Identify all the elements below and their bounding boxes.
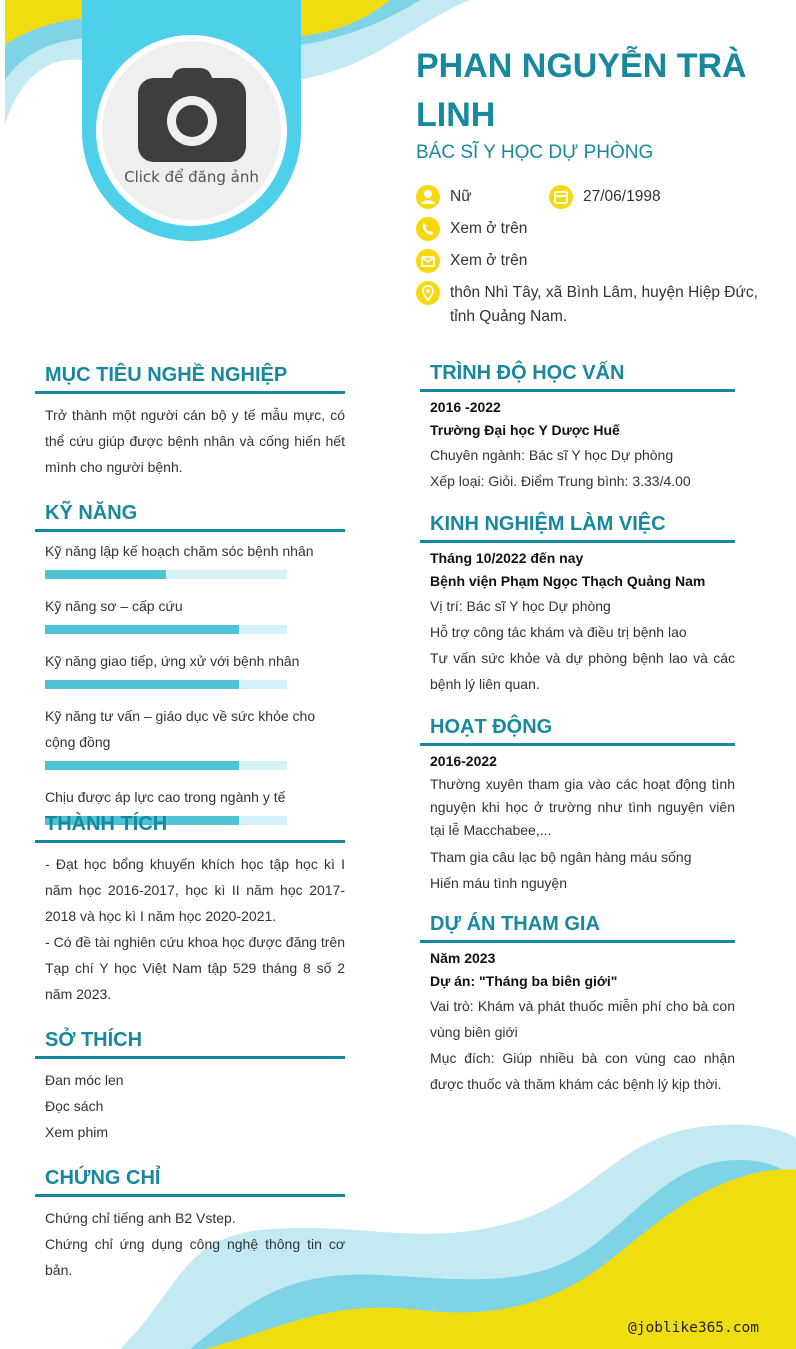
activities-section	[420, 714, 735, 896]
skill-name: Kỹ năng giao tiếp, ứng xử với bệnh nhân	[45, 653, 300, 669]
awards-list	[35, 843, 345, 1007]
skill-level-bar	[45, 625, 287, 634]
experience-org: Bệnh viện Phạm Ngọc Thạch Quảng Nam	[430, 573, 706, 589]
activities-period: 2016-2022	[430, 753, 497, 769]
objective-section	[35, 362, 345, 480]
hobby-item: Xem phim	[45, 1124, 109, 1140]
projects-title: DỰ ÁN THAM GIA	[420, 911, 735, 943]
user-icon	[416, 185, 440, 209]
email-value: Xem ở trên	[450, 252, 528, 269]
skill-name: Kỹ năng sơ – cấp cứu	[45, 598, 183, 614]
education-period: 2016 -2022	[430, 399, 501, 415]
objective-title: MỤC TIÊU NGHỀ NGHIỆP	[35, 362, 345, 394]
phone-value: Xem ở trên	[450, 220, 528, 237]
project-name: Dự án: "Tháng ba biên giới"	[430, 973, 618, 989]
experience-body	[420, 543, 735, 697]
hobbies-section	[35, 1027, 345, 1145]
location-pin-icon	[416, 281, 440, 305]
skills-title: KỸ NĂNG	[35, 500, 345, 532]
activity-item: Tham gia câu lạc bộ ngân hàng máu sống	[430, 849, 692, 865]
education-school: Trường Đại học Y Dược Huế	[430, 422, 620, 438]
skill-level-bar	[45, 680, 287, 689]
phone-icon	[416, 217, 440, 241]
education-grade: Xếp loại: Giỏi. Điểm Trung bình: 3.33/4.00	[430, 473, 691, 489]
projects-body	[420, 943, 735, 1097]
certificates-list	[35, 1197, 345, 1283]
dob-value: 27/06/1998	[583, 188, 661, 205]
email-row	[416, 249, 527, 273]
hobbies-title: SỞ THÍCH	[35, 1027, 345, 1059]
projects-section	[420, 911, 735, 1097]
education-major: Chuyên ngành: Bác sĩ Y học Dự phòng	[430, 447, 674, 463]
project-item: Vai trò: Khám và phát thuốc miễn phí cho bà con vùng biên giới	[430, 998, 735, 1040]
skill-name: Kỹ năng tư vấn – giáo dục về sức khỏe cho cộng đồng	[45, 708, 316, 750]
skill-name: Kỹ năng lập kế hoạch chăm sóc bệnh nhân	[45, 543, 314, 559]
project-item: Mục đích: Giúp nhiều bà con vùng cao nhận được thuốc và thăm khám các bệnh lý kịp thời.	[430, 1050, 735, 1092]
award-item: - Đạt học bổng khuyến khích học tập học kì I năm học 2016-2017, học kì II năm học 2017-2018 và học kì I năm học 2020-2021.	[45, 856, 345, 924]
experience-title: KINH NGHIỆM LÀM VIỆC	[420, 511, 735, 543]
footer-website[interactable]: @joblike365.com	[628, 1320, 759, 1336]
experience-section	[420, 511, 735, 697]
activity-item: Thường xuyên tham gia vào các hoạt động tình nguyện khi học ở trường như tình nguyện viên tại lễ Macchabee,...	[430, 776, 735, 838]
dob-row	[549, 185, 661, 209]
address-row	[416, 281, 766, 329]
gender-row	[416, 185, 472, 209]
education-body	[420, 392, 735, 494]
photo-caption: Click để đăng ảnh	[124, 168, 259, 186]
activities-body	[420, 746, 735, 896]
education-section	[420, 360, 735, 494]
objective-text: Trở thành một người cán bộ y tế mẫu mực, có thể cứu giúp được bệnh nhân và cống hiến hết mình cho người bệnh.	[45, 407, 345, 475]
skill-level-bar	[45, 570, 287, 579]
project-period: Năm 2023	[430, 950, 496, 966]
skill-level-fill	[45, 570, 166, 579]
skills-list	[35, 532, 345, 825]
activity-item: Hiến máu tình nguyện	[430, 875, 567, 891]
photo-upload[interactable]	[102, 41, 281, 220]
experience-item: Vị trí: Bác sĩ Y học Dự phòng	[430, 598, 611, 614]
activities-title: HOẠT ĐỘNG	[420, 714, 735, 746]
skills-section	[35, 500, 345, 825]
certificates-section	[35, 1165, 345, 1283]
camera-icon	[138, 68, 246, 162]
experience-item: Tư vấn sức khỏe và dự phòng bệnh lao và các bệnh lý liên quan.	[430, 650, 735, 692]
experience-item: Hỗ trợ công tác khám và điều trị bệnh lao	[430, 624, 687, 640]
certificates-title: CHỨNG CHỈ	[35, 1165, 345, 1197]
skill-level-fill	[45, 761, 239, 770]
awards-section	[35, 811, 345, 1007]
awards-title: THÀNH TÍCH	[35, 811, 345, 843]
candidate-name: PHAN NGUYỄN TRÀ LINH	[416, 47, 747, 134]
job-title: BÁC SĨ Y HỌC DỰ PHÒNG	[416, 142, 654, 163]
skill-level-bar	[45, 761, 287, 770]
education-title: TRÌNH ĐỘ HỌC VẤN	[420, 360, 735, 392]
skill-level-fill	[45, 625, 239, 634]
hobbies-list	[35, 1059, 345, 1145]
calendar-icon	[549, 185, 573, 209]
email-icon	[416, 249, 440, 273]
gender-value: Nữ	[450, 188, 472, 205]
certificate-item: Chứng chỉ tiếng anh B2 Vstep.	[45, 1210, 236, 1226]
skill-name: Chịu được áp lực cao trong ngành y tế	[45, 789, 286, 805]
certificate-item: Chứng chỉ ứng dụng công nghệ thông tin cơ bản.	[45, 1236, 345, 1278]
skill-level-fill	[45, 680, 239, 689]
phone-row	[416, 217, 527, 241]
award-item: - Có đề tài nghiên cứu khoa học được đăng trên Tạp chí Y học Việt Nam tập 529 tháng 8 số 2 năm 2023.	[45, 934, 345, 1002]
hobby-item: Đọc sách	[45, 1098, 104, 1114]
experience-period: Tháng 10/2022 đến nay	[430, 550, 584, 566]
hobby-item: Đan móc len	[45, 1072, 124, 1088]
address-value: thôn Nhì Tây, xã Bình Lâm, huyện Hiệp Đức, tỉnh Quảng Nam.	[450, 284, 758, 325]
